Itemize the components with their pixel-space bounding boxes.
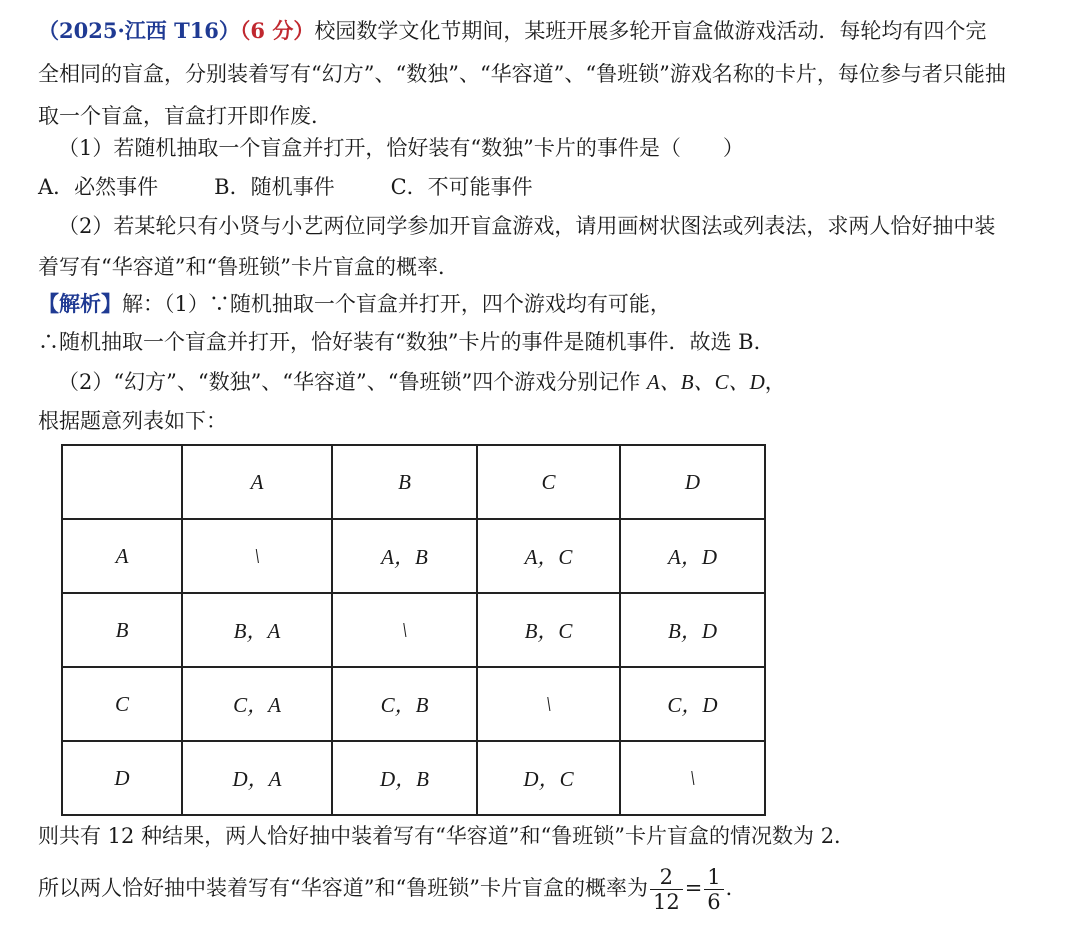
table-cell: D，B: [332, 741, 477, 815]
outcome-table: [61, 444, 766, 816]
table-cell-empty: \: [620, 741, 765, 815]
part2-question-line-2: 着写有“华容道”和“鲁班锁”卡片盲盒的概率．: [38, 255, 459, 279]
options-row: [38, 171, 1062, 203]
table-cell: A，B: [332, 519, 477, 593]
table-cell: A，C: [477, 519, 620, 593]
game-variables: A、B、C、D: [646, 370, 765, 394]
fraction-numerator: 2: [650, 865, 683, 890]
fraction-denominator: 12: [652, 890, 680, 914]
table-header-cell: A: [182, 445, 332, 519]
table-cell: C，B: [332, 667, 477, 741]
question-source: （2025·江西 T16）: [38, 18, 240, 43]
table-cell: C，D: [620, 667, 765, 741]
table-header-cell: B: [332, 445, 477, 519]
solution-line-6: [38, 860, 1062, 916]
table-row: [62, 667, 765, 741]
table-cell: B，A: [182, 593, 332, 667]
table-cell-empty: \: [477, 667, 620, 741]
table-row-header: D: [62, 741, 182, 815]
table-header-cell: [62, 445, 182, 519]
fraction-2-12: [650, 865, 683, 914]
table-row: [62, 593, 765, 667]
table-cell-empty: \: [332, 593, 477, 667]
question-stem-line-3: 取一个盲盒，盲盒打开即作废．: [38, 104, 332, 128]
table-header-cell: D: [620, 445, 765, 519]
table-row-header: A: [62, 519, 182, 593]
table-cell-empty: \: [182, 519, 332, 593]
table-cell: D，C: [477, 741, 620, 815]
question-stem-line-1: [38, 15, 1062, 47]
table-cell: D，A: [182, 741, 332, 815]
fraction-denominator: 6: [707, 890, 721, 914]
table-row: [62, 741, 765, 815]
solution-text-3-end: ，: [764, 370, 786, 394]
solution-line-1: [38, 288, 1062, 320]
question-stem-line-2: 全相同的盲盒，分别装着写有“幻方”、“数独”、“华容道”、“鲁班锁”游戏名称的卡片，每位参与者只能抽: [38, 62, 1006, 86]
solution-period: ．: [725, 876, 747, 900]
table-row-header: B: [62, 593, 182, 667]
equals-sign: =: [684, 876, 703, 900]
table-cell: A，D: [620, 519, 765, 593]
table-cell: B，D: [620, 593, 765, 667]
table-header-row: [62, 445, 765, 519]
table-row: [62, 519, 765, 593]
solution-line-5: 则共有 12 种结果，两人恰好抽中装着写有“华容道”和“鲁班锁”卡片盲盒的情况数为 2．: [38, 824, 856, 848]
option-c: C．不可能事件: [390, 175, 533, 199]
solution-line-4: 根据题意列表如下：: [38, 409, 227, 433]
fraction-numerator: 1: [704, 865, 723, 890]
stem-text-1: 校园数学文化节期间，某班开展多轮开盲盒做游戏活动．每轮均有四个完: [314, 19, 987, 43]
option-a: A．必然事件: [38, 175, 159, 199]
option-b: B．随机事件: [214, 175, 335, 199]
table-header-cell: C: [477, 445, 620, 519]
table-cell: B，C: [477, 593, 620, 667]
solution-line-3: [58, 366, 1062, 398]
solution-label: 【解析】: [38, 291, 122, 316]
solution-text-3: （2）“幻方”、“数独”、“华容道”、“鲁班锁”四个游戏分别记作: [58, 370, 647, 394]
table-row-header: C: [62, 667, 182, 741]
question-points: （6 分）: [239, 18, 315, 43]
part1-question: （1）若随机抽取一个盲盒并打开，恰好装有“数独”卡片的事件是（ ）: [58, 136, 744, 160]
part2-question-line-1: （2）若某轮只有小贤与小艺两位同学参加开盲盒游戏，请用画树状图法或列表法，求两人恰好抽中装: [58, 214, 996, 238]
solution-line-2: ∴随机抽取一个盲盒并打开，恰好装有“数独”卡片的事件是随机事件．故选 B．: [38, 330, 775, 354]
solution-text-1: 解：（1）∵随机抽取一个盲盒并打开，四个游戏均有可能，: [122, 292, 671, 316]
solution-text-6: 所以两人恰好抽中装着写有“华容道”和“鲁班锁”卡片盲盒的概率为: [38, 876, 648, 900]
table-cell: C，A: [182, 667, 332, 741]
fraction-1-6: [704, 865, 723, 914]
